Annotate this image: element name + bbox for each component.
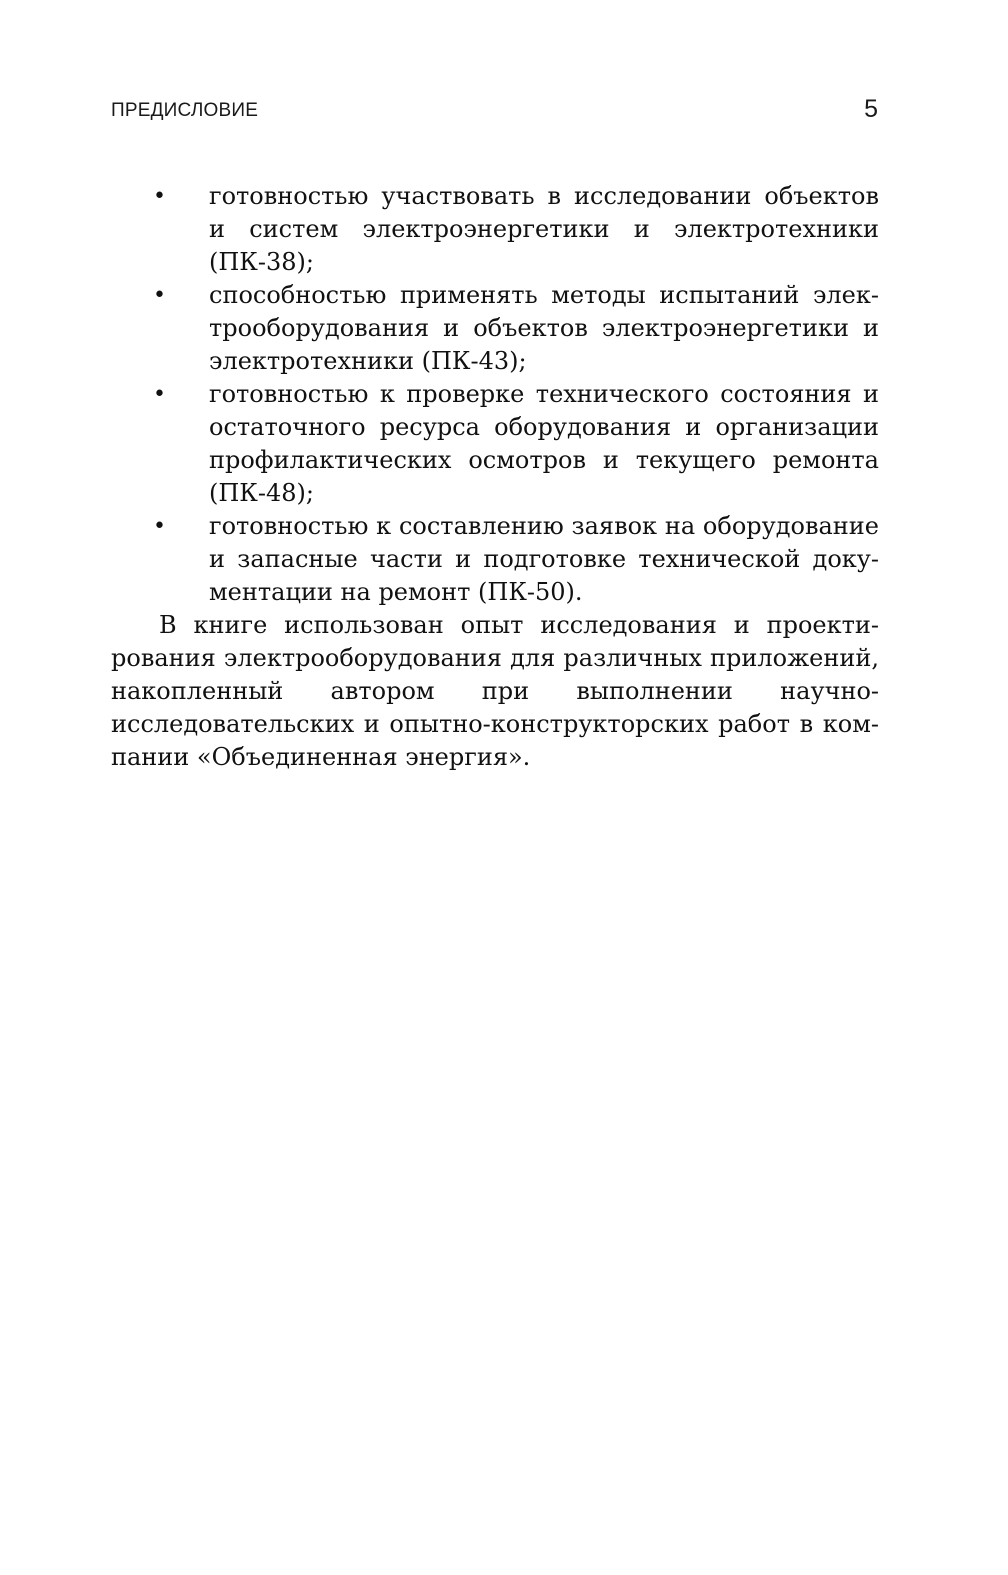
list-item-text: готовностью участвовать в исследовании объектов и систем электроэнергетики и электротехники (ПК-38); — [209, 182, 879, 276]
bullet-icon: • — [153, 283, 166, 308]
list-item-text: готовностью к проверке технического состояния и остаточного ресурса оборудования и организации профилактических осмотров и текущего ремонта (ПК-48); — [209, 380, 879, 507]
running-head-section-title: ПРЕДИСЛОВИЕ — [111, 100, 259, 121]
list-item — [111, 510, 879, 609]
bullet-icon: • — [153, 184, 166, 209]
closing-paragraph: В книге использован опыт исследования и проектирования электрооборудования для различных приложений, накопленный автором при выполнении научно-исследовательских и опытно-конструкторских работ в компании «Объединенная энергия». — [111, 611, 879, 771]
list-item — [111, 378, 879, 510]
list-item-text: готовностью к составлению заявок на оборудование и запасные части и подготовке технической документации на ремонт (ПК-50). — [209, 512, 879, 606]
competency-list — [111, 180, 879, 609]
list-item — [111, 279, 879, 378]
list-item-text: способностью применять методы испытаний электрооборудования и объектов электроэнергетики и электротехники (ПК-43); — [209, 281, 879, 375]
page-number: 5 — [864, 95, 878, 123]
list-item — [111, 180, 879, 279]
bullet-icon: • — [153, 382, 166, 407]
page-body — [111, 180, 879, 774]
bullet-icon: • — [153, 514, 166, 539]
